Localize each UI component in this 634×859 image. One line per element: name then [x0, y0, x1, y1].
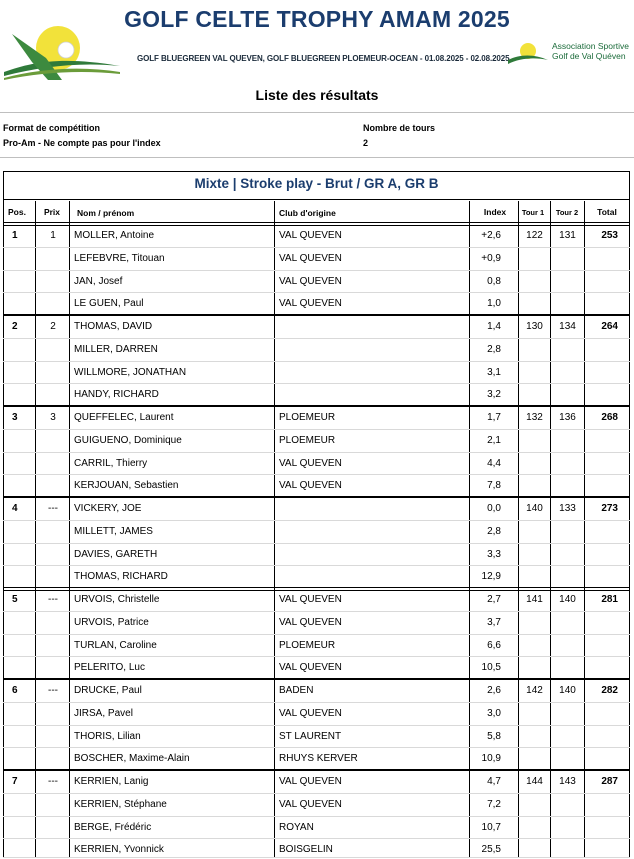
col-header-prix: Prix [43, 207, 61, 217]
player-club: VAL QUEVEN [279, 480, 342, 492]
row-separator [3, 292, 630, 293]
player-name: GUIGUENO, Dominique [74, 434, 182, 446]
team-prize: --- [48, 594, 58, 605]
player-club: VAL QUEVEN [279, 798, 342, 810]
team-tour1-score: 122 [526, 230, 543, 241]
player-name: QUEFFELEC, Laurent [74, 412, 174, 423]
row-separator [3, 520, 630, 521]
player-index: 2,8 [487, 525, 501, 537]
team-tour1-score: 132 [526, 412, 543, 423]
team-tour1-score: 130 [526, 321, 543, 332]
player-index: 4,7 [487, 776, 501, 787]
team-separator [3, 222, 630, 226]
player-name: LEFEBVRE, Titouan [74, 252, 165, 264]
player-name: URVOIS, Patrice [74, 616, 149, 628]
player-name: MOLLER, Antoine [74, 230, 155, 241]
team-tour2-score: 136 [559, 412, 576, 423]
row-separator [3, 838, 630, 839]
table-bottom-border [3, 857, 630, 858]
col-line [550, 201, 551, 857]
team-separator [3, 314, 630, 316]
row-separator [3, 361, 630, 362]
player-index: +0,9 [481, 252, 501, 264]
player-name: WILLMORE, JONATHAN [74, 366, 187, 378]
col-header-club: Club d'origine [279, 207, 336, 218]
col-header-tour1: Tour 1 [521, 208, 545, 217]
player-index: 5,8 [487, 730, 501, 742]
team-separator [3, 769, 630, 771]
team-tour2-score: 140 [559, 594, 576, 605]
player-name: KERRIEN, Lanig [74, 776, 149, 787]
team-prize: --- [48, 685, 58, 696]
association-line-2: Golf de Val Quéven [552, 51, 626, 61]
player-club: VAL QUEVEN [279, 252, 342, 264]
col-header-total: Total [597, 207, 617, 217]
col-line [518, 201, 519, 857]
player-name: DAVIES, GARETH [74, 548, 158, 560]
player-name: URVOIS, Christelle [74, 594, 160, 605]
player-index: 25,5 [481, 844, 501, 856]
player-index: 1,7 [487, 412, 501, 423]
team-position: 5 [12, 594, 18, 605]
player-club: BOISGELIN [279, 844, 333, 856]
competition-title-text: GOLF CELTE TROPHY AMAM 2025 [124, 6, 510, 32]
team-tour2-score: 134 [559, 321, 576, 332]
row-separator [3, 383, 630, 384]
association-name [552, 41, 629, 61]
player-club: BADEN [279, 685, 314, 696]
player-index: 6,6 [487, 639, 501, 651]
team-position: 1 [12, 230, 18, 241]
player-name: THOMAS, DAVID [74, 321, 153, 332]
player-club: VAL QUEVEN [279, 776, 342, 787]
team-total-score: 281 [601, 594, 618, 605]
row-separator [3, 747, 630, 748]
player-name: CARRIL, Thierry [74, 457, 148, 469]
player-club: ST LAURENT [279, 730, 342, 742]
player-index: 3,0 [487, 707, 501, 719]
association-logo [506, 40, 634, 68]
player-name: DRUCKE, Paul [74, 685, 142, 696]
row-separator [3, 816, 630, 817]
player-index: 2,7 [487, 594, 501, 605]
player-club: VAL QUEVEN [279, 594, 342, 605]
player-club: VAL QUEVEN [279, 275, 342, 287]
team-position: 7 [12, 776, 18, 787]
player-name: VICKERY, JOE [74, 503, 142, 514]
team-prize: 1 [50, 230, 56, 241]
player-club: VAL QUEVEN [279, 616, 342, 628]
team-position: 6 [12, 685, 18, 696]
player-index: 0,8 [487, 275, 501, 287]
row-separator [3, 656, 630, 657]
team-tour1-score: 140 [526, 503, 543, 514]
team-tour1-score: 141 [526, 594, 543, 605]
team-tour2-score: 133 [559, 503, 576, 514]
team-total-score: 287 [601, 776, 618, 787]
row-separator [3, 634, 630, 635]
player-index: 2,1 [487, 434, 501, 446]
association-line-1: Association Sportive [552, 41, 630, 51]
player-club: VAL QUEVEN [279, 230, 342, 241]
team-total-score: 264 [601, 321, 618, 332]
player-index: 10,5 [481, 662, 501, 674]
team-position: 4 [12, 503, 18, 514]
row-separator [3, 429, 630, 430]
col-header-pos: Pos. [8, 207, 26, 217]
player-club: RHUYS KERVER [279, 753, 358, 765]
team-prize: 3 [50, 412, 56, 423]
player-index: 7,2 [487, 798, 501, 810]
team-prize: --- [48, 503, 58, 514]
team-separator [3, 678, 630, 680]
team-tour2-score: 131 [559, 230, 576, 241]
player-name: PELERITO, Luc [74, 662, 145, 674]
col-header-tour2: Tour 2 [555, 208, 579, 217]
team-separator [3, 587, 630, 591]
row-separator [3, 702, 630, 703]
row-separator [3, 338, 630, 339]
info-divider [0, 157, 634, 158]
player-club: PLOEMEUR [279, 639, 336, 651]
player-name: TURLAN, Caroline [74, 639, 157, 651]
player-club: VAL QUEVEN [279, 457, 342, 469]
player-index: 1,0 [487, 298, 501, 310]
team-prize: --- [48, 776, 58, 787]
player-name: KERJOUAN, Sebastien [74, 480, 179, 492]
rounds-value: 2 [363, 138, 369, 148]
team-tour2-score: 143 [559, 776, 576, 787]
col-line [274, 201, 275, 857]
row-separator [3, 474, 630, 475]
competition-subtitle: GOLF BLUEGREEN VAL QUEVEN, GOLF BLUEGREEN PLOEMEUR-OCEAN - 01.08.2025 - 02.08.2025 [137, 54, 510, 63]
player-index: 10,7 [481, 821, 501, 833]
player-name: LE GUEN, Paul [74, 298, 144, 310]
player-name: BERGE, Frédéric [74, 821, 152, 833]
association-logo-icon [506, 40, 550, 66]
rounds-label: Nombre de tours [363, 123, 436, 133]
team-position: 3 [12, 412, 18, 423]
player-index: 1,4 [487, 321, 501, 332]
player-index: 3,2 [487, 389, 501, 401]
player-name: BOSCHER, Maxime-Alain [74, 753, 190, 765]
team-tour1-score: 142 [526, 685, 543, 696]
player-club: VAL QUEVEN [279, 298, 342, 310]
col-line [584, 201, 585, 857]
player-club: ROYAN [279, 821, 314, 833]
row-separator [3, 611, 630, 612]
golf-celte-logo-icon [2, 22, 122, 82]
player-name: THOMAS, RICHARD [74, 571, 168, 583]
player-index: 3,3 [487, 548, 501, 560]
format-value: Pro-Am - Ne compte pas pour l'index [3, 138, 161, 148]
row-separator [3, 270, 630, 271]
col-line [69, 201, 70, 857]
player-name: MILLETT, JAMES [74, 525, 153, 537]
player-index: 0,0 [487, 503, 501, 514]
list-title: Liste des résultats [255, 87, 379, 103]
row-separator [3, 725, 630, 726]
player-index: 3,7 [487, 616, 501, 628]
team-total-score: 282 [601, 685, 618, 696]
player-name: JIRSA, Pavel [74, 707, 133, 719]
team-tour1-score: 144 [526, 776, 543, 787]
player-club: VAL QUEVEN [279, 662, 342, 674]
col-header-name: Nom / prénom [77, 207, 135, 218]
player-name: KERRIEN, Stéphane [74, 798, 167, 810]
player-index: 3,1 [487, 366, 501, 378]
row-separator [3, 247, 630, 248]
player-name: KERRIEN, Yvonnick [74, 844, 164, 856]
table-title-divider [3, 199, 630, 200]
player-index: 4,4 [487, 457, 501, 469]
row-separator [3, 543, 630, 544]
player-name: JAN, Josef [74, 275, 123, 287]
row-separator [3, 452, 630, 453]
player-club: PLOEMEUR [279, 412, 336, 423]
team-tour2-score: 140 [559, 685, 576, 696]
player-index: 2,8 [487, 343, 501, 355]
row-separator [3, 793, 630, 794]
team-total-score: 273 [601, 503, 618, 514]
col-header-index: Index [483, 207, 507, 217]
player-index: 2,6 [487, 685, 501, 696]
player-name: THORIS, Lilian [74, 730, 141, 742]
team-separator [3, 496, 630, 498]
player-index: +2,6 [481, 230, 501, 241]
team-separator [3, 405, 630, 407]
player-club: PLOEMEUR [279, 434, 336, 446]
col-line [35, 201, 36, 857]
format-label: Format de compétition [3, 123, 101, 133]
player-index: 7,8 [487, 480, 501, 492]
player-club: VAL QUEVEN [279, 707, 342, 719]
table-title: Mixte | Stroke play - Brut / GR A, GR B [194, 176, 439, 191]
player-name: HANDY, RICHARD [74, 389, 159, 401]
player-index: 12,9 [481, 571, 501, 583]
player-name: MILLER, DARREN [74, 343, 158, 355]
player-index: 10,9 [481, 753, 501, 765]
header-divider [0, 112, 634, 113]
team-prize: 2 [50, 321, 56, 332]
team-total-score: 268 [601, 412, 618, 423]
row-separator [3, 565, 630, 566]
team-total-score: 253 [601, 230, 618, 241]
team-position: 2 [12, 321, 18, 332]
